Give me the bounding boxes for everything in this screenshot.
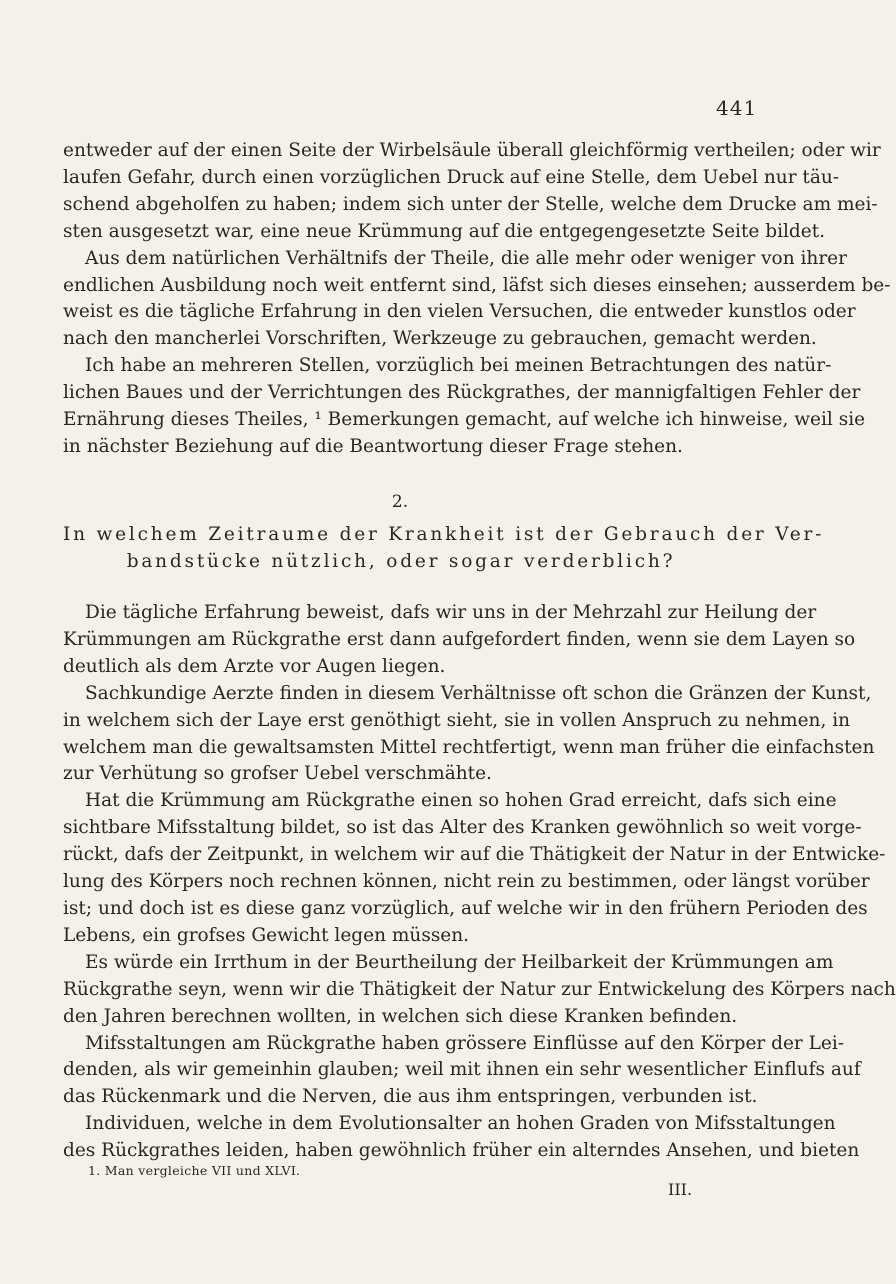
text-line: entweder auf der einen Seite der Wirbelsäule überall gleichförmig vertheilen; oder wir — [63, 140, 881, 161]
text-line: sten ausgesetzt war, eine neue Krümmung auf die entgegengesetzte Seite bildet. — [63, 220, 826, 242]
paragraph-5 — [63, 681, 875, 789]
text-line: welchem man die gewaltsamsten Mittel rechtfertigt, wenn man früher die einfachsten — [63, 736, 875, 758]
text-line: lung des Körpers noch rechnen können, nicht rein zu bestimmen, oder längst vorüber — [63, 871, 870, 893]
footnote: 1. Man vergleiche VII und XLVI. — [88, 1163, 301, 1178]
text-line: den Jahren berechnen wollten, in welchen sich diese Kranken befinden. — [63, 1005, 738, 1027]
page-number: 441 — [716, 96, 758, 120]
text-line: Ich habe an mehreren Stellen, vorzüglich bei meinen Betrachtungen des natür- — [85, 355, 832, 377]
text-line: Ernährung dieses Theiles, ¹ Bemerkungen gemacht, auf welche ich hinweise, weil sie — [63, 409, 866, 431]
paragraph-6 — [63, 788, 886, 949]
text-line: Es würde ein Irrthum in der Beurtheilung der Heilbarkeit der Krümmungen am — [85, 951, 834, 973]
text-line: ist; und doch ist es diese ganz vorzüglich, auf welche wir in den frühern Perioden des — [63, 897, 868, 919]
text-line: Rückgrathe seyn, wenn wir die Thätigkeit der Natur zur Entwickelung des Körpers nach — [63, 978, 896, 1000]
text-line: Hat die Krümmung am Rückgrathe einen so hohen Grad erreicht, dafs sich eine — [85, 790, 837, 812]
paragraph-4 — [63, 600, 856, 681]
text-line: deutlich als dem Arzte vor Augen liegen. — [63, 655, 446, 677]
text-line: das Rückenmark und die Nerven, die aus ihm entspringen, verbunden ist. — [63, 1086, 758, 1108]
paragraph-8 — [63, 1031, 861, 1112]
text-line: in nächster Beziehung auf die Beantwortung dieser Frage stehen. — [63, 435, 683, 457]
signature-mark: III. — [668, 1180, 693, 1199]
text-line: Mifsstaltungen am Rückgrathe haben grössere Einflüsse auf den Körper der Lei- — [85, 1032, 845, 1054]
text-line: des Rückgrathes leiden, haben gewöhnlich früher ein alterndes Ansehen, und bieten — [63, 1140, 860, 1162]
paragraph-9 — [63, 1111, 860, 1165]
text-line: laufen Gefahr, durch einen vorzüglichen Druck auf eine Stelle, dem Uebel nur täu- — [63, 166, 840, 188]
text-line: sichtbare Mifsstaltung bildet, so ist das Alter des Kranken gewöhnlich so weit vorge- — [63, 817, 862, 839]
text-line: Lebens, ein grofses Gewicht legen müssen. — [63, 924, 470, 946]
heading-line: bandstücke nützlich, oder sogar verderblich? — [126, 551, 676, 572]
text-block-bottom — [63, 600, 896, 1165]
text-line: schend abgeholfen zu haben; indem sich unter der Stelle, welche dem Drucke am mei- — [63, 193, 878, 215]
text-line: lichen Baues und der Verrichtungen des Rückgrathes, der mannigfaltigen Fehler der — [63, 382, 861, 404]
paragraph-3 — [63, 353, 866, 461]
text-line: weist es die tägliche Erfahrung in den vielen Versuchen, die entweder kunstlos oder — [63, 301, 856, 323]
text-line: zur Verhütung so grofser Uebel verschmähte. — [63, 763, 492, 785]
text-line: nach den mancherlei Vorschriften, Werkzeuge zu gebrauchen, gemacht werden. — [63, 328, 817, 350]
text-line: denden, als wir gemeinhin glauben; weil mit ihnen ein sehr wesentlicher Einflufs auf — [63, 1059, 861, 1081]
paragraph-7 — [63, 950, 896, 1031]
paragraph-1 — [63, 138, 881, 246]
text-line: rückt, dafs der Zeitpunkt, in welchem wir auf die Thätigkeit der Natur in der Entwicke- — [63, 844, 886, 866]
text-line: Krümmungen am Rückgrathe erst dann aufgefordert finden, wenn sie dem Layen so — [63, 628, 856, 650]
text-line: Die tägliche Erfahrung beweist, dafs wir uns in der Mehrzahl zur Heilung der — [85, 602, 817, 623]
text-line: in welchem sich der Laye erst genöthigt sieht, sie in vollen Anspruch zu nehmen, in — [63, 709, 851, 731]
text-line: Aus dem natürlichen Verhältnifs der Theile, die alle mehr oder weniger von ihrer — [85, 247, 847, 269]
paragraph-2 — [63, 246, 891, 354]
section-number: 2. — [391, 492, 409, 512]
section-heading — [63, 521, 825, 575]
text-line: endlichen Ausbildung noch weit entfernt sind, läfst sich dieses einsehen; ausserdem be- — [63, 274, 891, 296]
heading-line: In welchem Zeitraume der Krankheit ist der Gebrauch der Ver- — [63, 524, 825, 545]
text-line: Individuen, welche in dem Evolutionsalter an hohen Graden von Mifsstaltungen — [85, 1113, 836, 1135]
text-line: Sachkundige Aerzte finden in diesem Verhältnisse oft schon die Gränzen der Kunst, — [85, 682, 872, 704]
text-block-top — [63, 138, 891, 461]
